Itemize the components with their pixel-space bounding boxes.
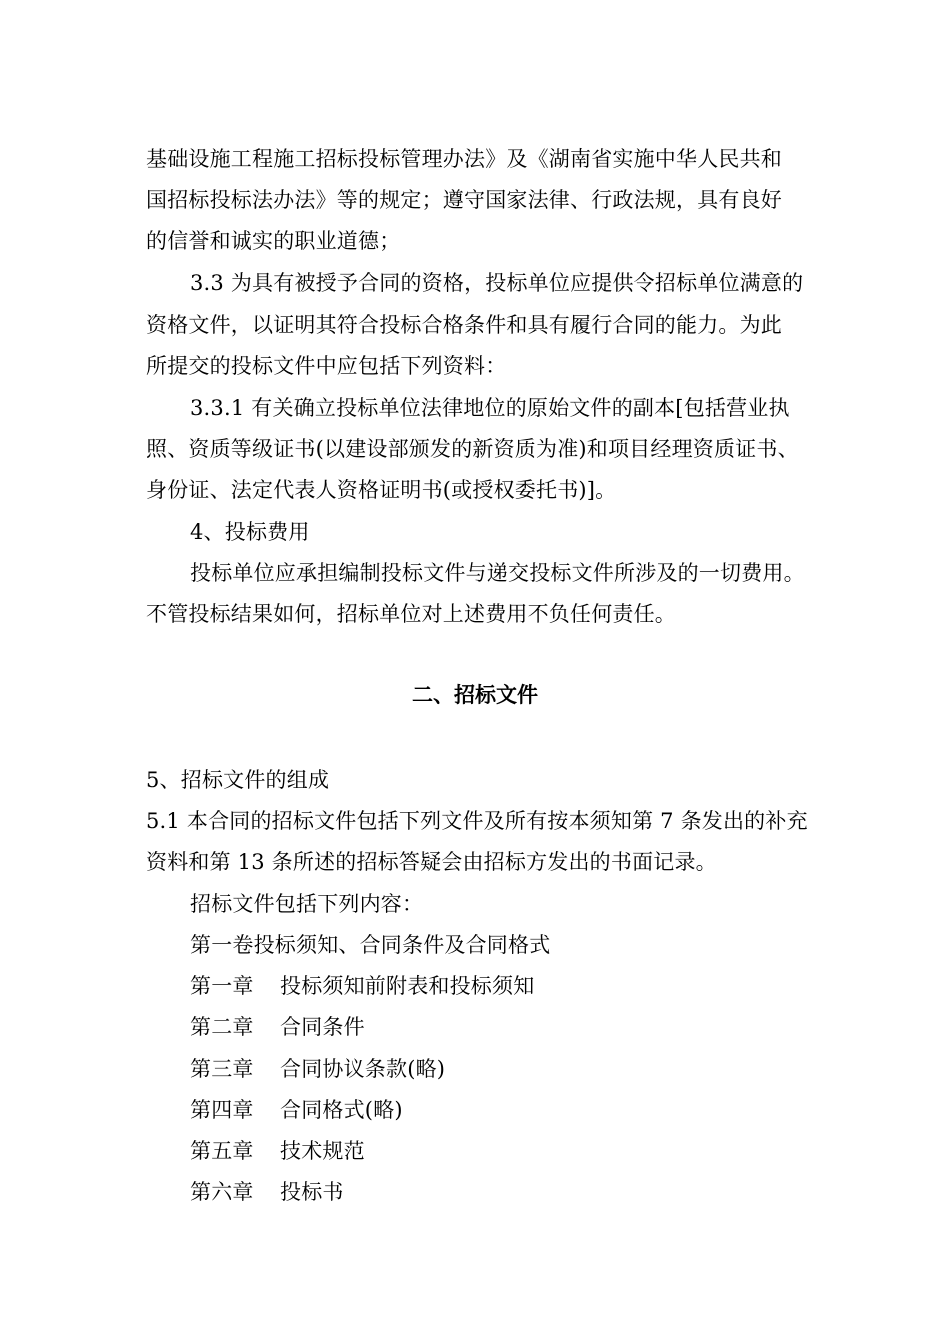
volume-title: 第一卷投标须知、合同条件及合同格式	[190, 933, 551, 957]
chapter-item	[190, 1095, 403, 1125]
chapter-number: 第二章	[190, 1015, 254, 1039]
clause-3-3-line: 所提交的投标文件中应包括下列资料：	[146, 354, 507, 378]
chapter-title: 合同协议条款(略)	[280, 1057, 446, 1081]
clause-3-3-1-line: 身份证、法定代表人资格证明书(或授权委托书)]。	[146, 478, 617, 502]
chapter-number: 第一章	[190, 974, 254, 998]
chapter-item	[190, 1012, 365, 1042]
clause-3-3-1-line: 3.3.1 有关确立投标单位法律地位的原始文件的副本[包括营业执	[190, 396, 790, 420]
contents-intro: 招标文件包括下列内容：	[190, 892, 424, 916]
paragraph-line: 的信誉和诚实的职业道德；	[146, 229, 401, 253]
clause-5-1-line: 5.1 本合同的招标文件包括下列文件及所有按本须知第 7 条发出的补充	[146, 809, 808, 833]
paragraph-line: 国招标投标法办法》等的规定；遵守国家法律、行政法规，具有良好	[146, 188, 782, 212]
chapter-number: 第三章	[190, 1057, 254, 1081]
paragraph-line: 基础设施工程施工招标投标管理办法》及《湖南省实施中华人民共和	[146, 147, 782, 171]
chapter-number: 第五章	[190, 1139, 254, 1163]
chapter-number: 第四章	[190, 1098, 254, 1122]
chapter-item	[190, 1136, 365, 1166]
chapter-title: 技术规范	[280, 1139, 365, 1163]
chapter-title: 投标须知前附表和投标须知	[280, 974, 535, 998]
chapter-number: 第六章	[190, 1180, 254, 1204]
chapter-title: 合同格式(略)	[280, 1098, 403, 1122]
chapter-item	[190, 1054, 445, 1084]
clause-4-body-line: 投标单位应承担编制投标文件与递交投标文件所涉及的一切费用。	[190, 561, 805, 585]
clause-5-title: 5、招标文件的组成	[146, 768, 330, 792]
section-heading: 二、招标文件	[412, 683, 538, 707]
clause-3-3-line: 资格文件，以证明其符合投标合格条件和具有履行合同的能力。为此	[146, 313, 782, 337]
chapter-item	[190, 1177, 344, 1207]
clause-4-title: 4、投标费用	[190, 520, 310, 544]
clause-5-1-line: 资料和第 13 条所述的招标答疑会由招标方发出的书面记录。	[146, 850, 717, 874]
clause-3-3-1-line: 照、资质等级证书(以建设部颁发的新资质为准)和项目经理资质证书、	[146, 437, 799, 461]
clause-3-3-line: 3.3 为具有被授予合同的资格，投标单位应提供令招标单位满意的	[190, 271, 804, 295]
chapter-title: 投标书	[280, 1180, 344, 1204]
clause-4-body-line: 不管投标结果如何，招标单位对上述费用不负任何责任。	[146, 602, 676, 626]
chapter-item	[190, 971, 534, 1001]
chapter-title: 合同条件	[280, 1015, 365, 1039]
